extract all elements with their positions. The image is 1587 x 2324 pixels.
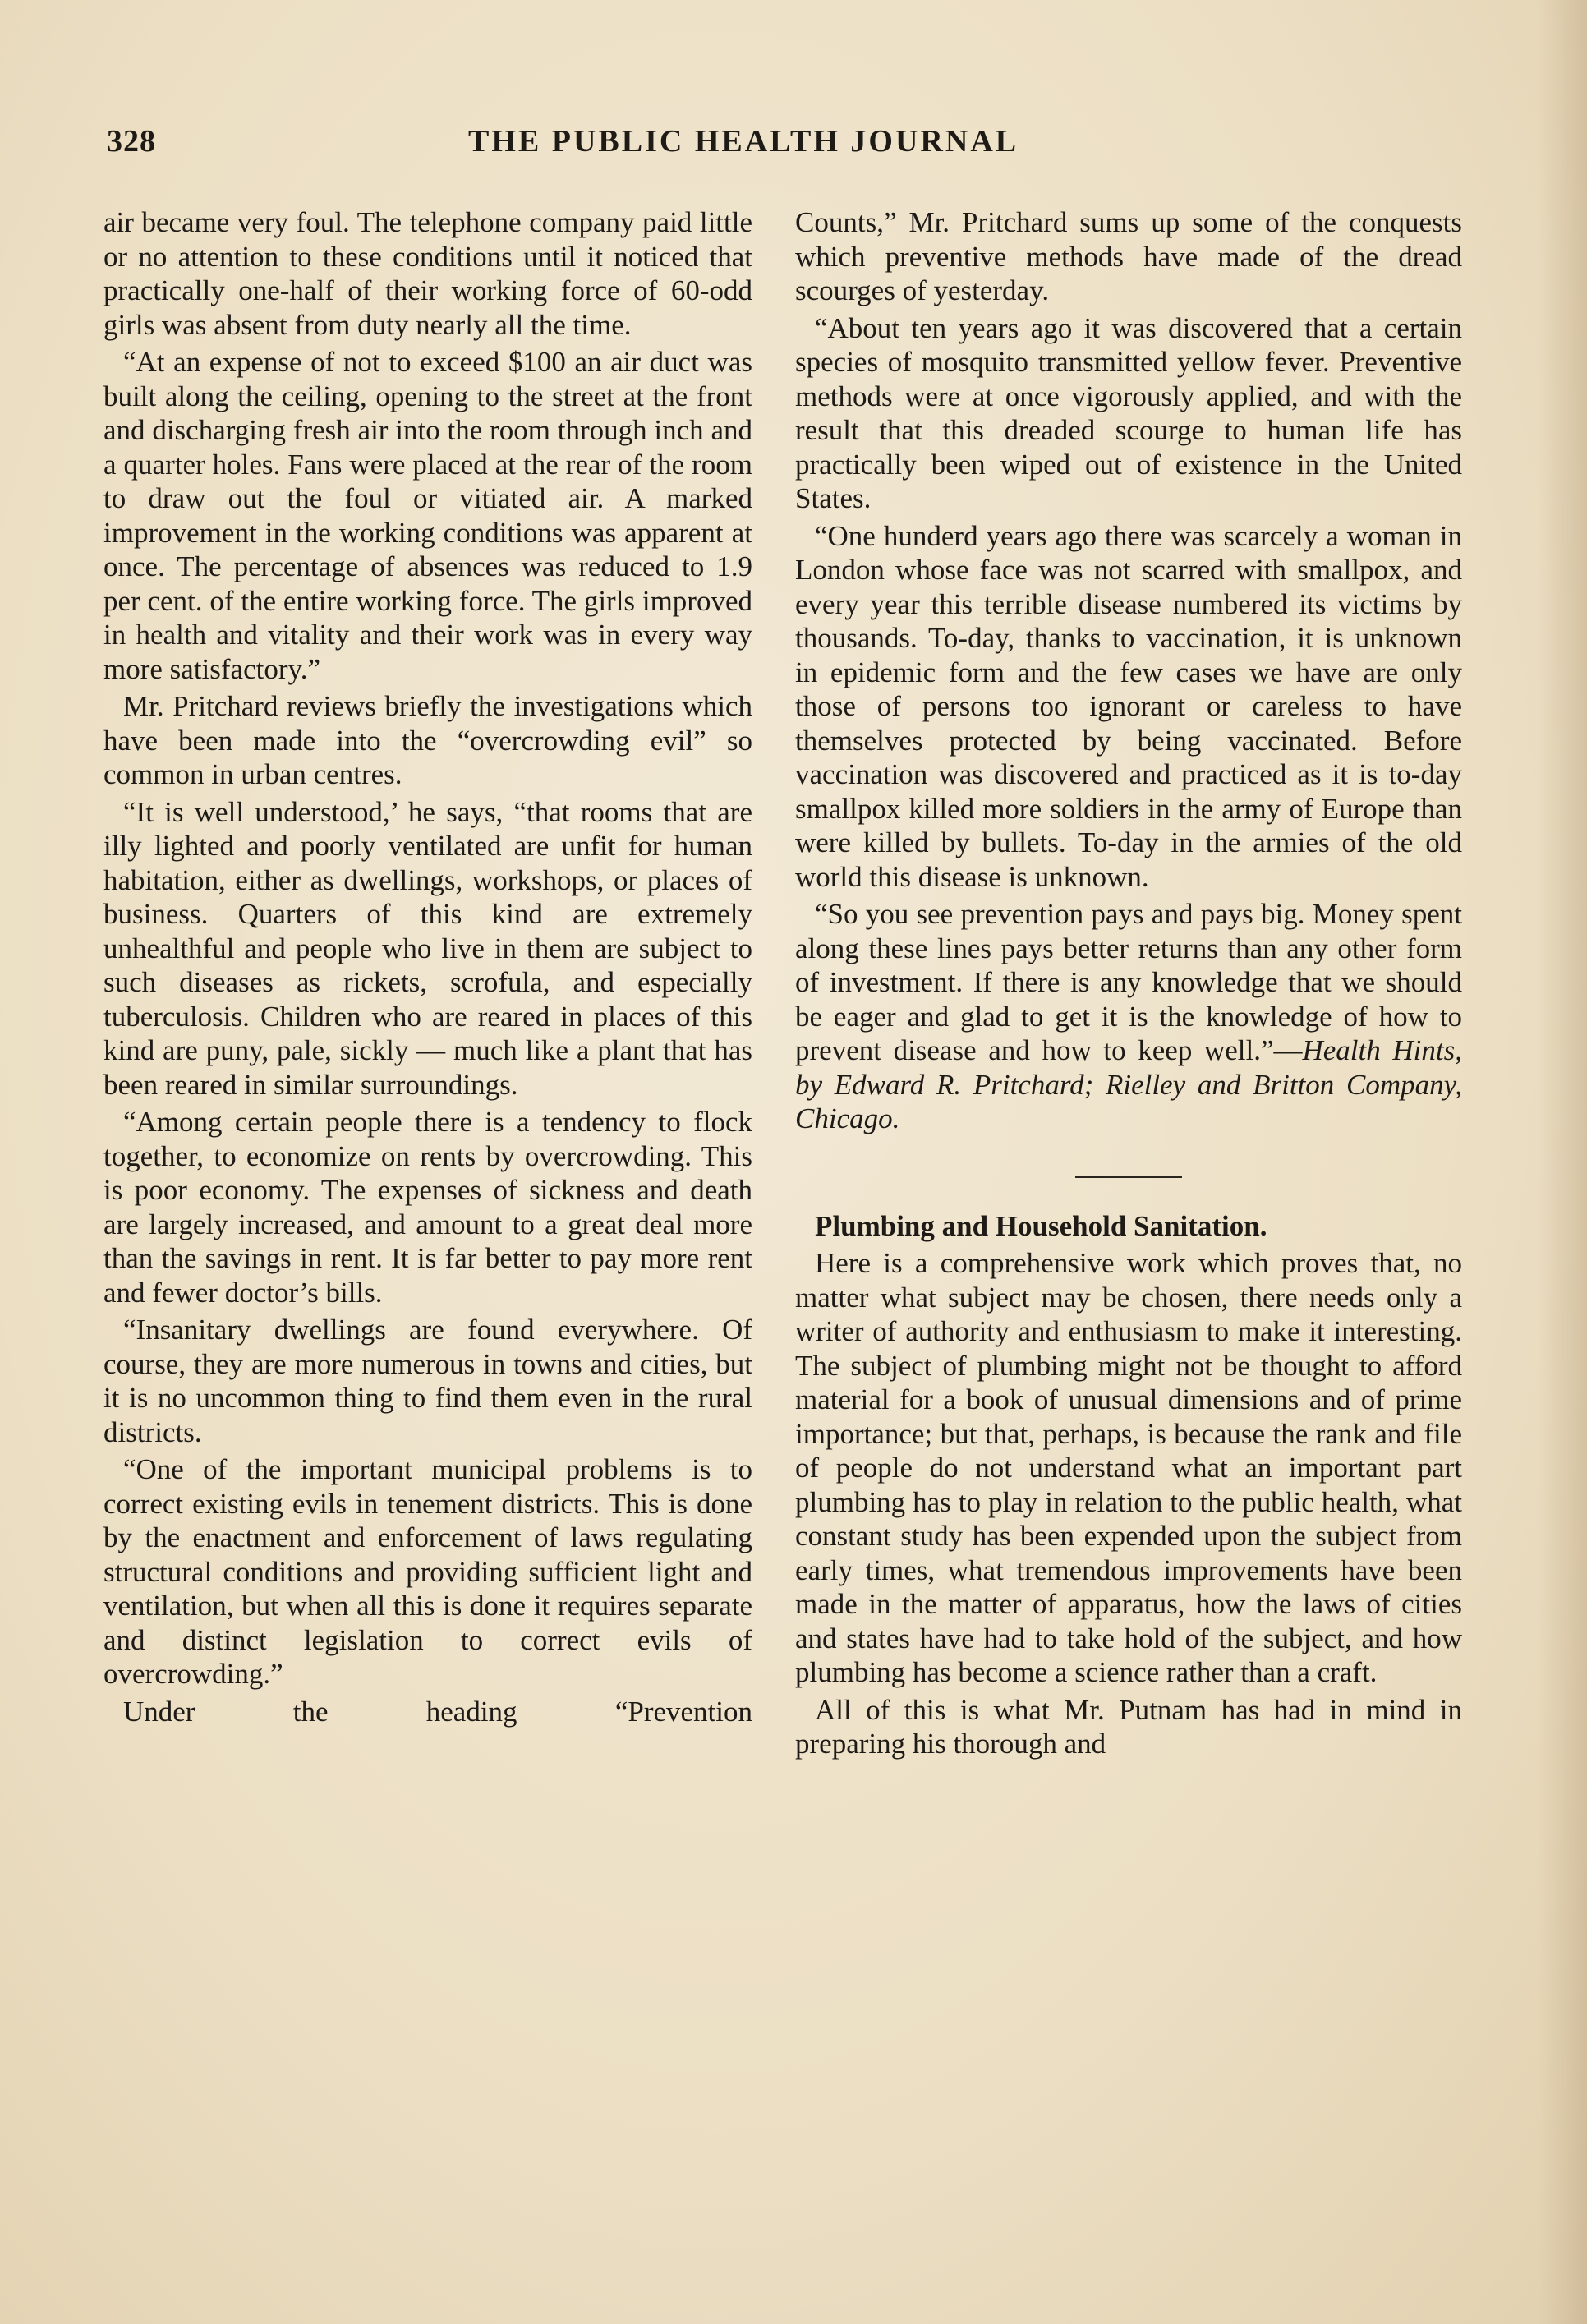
paragraph: Counts,” Mr. Pritchard sums up some of the conquests which preventive methods have made of the dread scourges of yesterday. [795,206,1462,306]
paragraph: “Insanitary dwellings are found everywhere. Of course, they are more numerous in towns and cities, but it is no uncommon thing to find them even in the rural districts. [104,1314,752,1448]
paragraph: All of this is what Mr. Putnam has had in mind in preparing his thorough and [795,1693,1462,1760]
paragraph: “At an expense of not to exceed $100 an air duct was built along the ceiling, opening to the street at the front and discharging fresh air into the room through inch and a quarter holes. Fans were placed at the rear of the room to draw out the foul or vitiated air. A marked improvement in the working conditions was apparent at once. The percentage of absences was reduced to 1.9 per cent. of the entire working force. The girls improved in health and vitality and their work was in every way more satisfactory.” [104,346,752,685]
paragraph-text: “So you see prevention pays and pays big. Money spent along these lines pays better returns than any other form of investment. If there is any knowledge that we should be eager and glad to get it is the knowledge of how to prevent disease and how to keep well.”— [795,898,1462,1066]
paragraph-with-citation [795,897,1462,1136]
left-column [104,205,752,1732]
running-title: THE PUBLIC HEALTH JOURNAL [468,124,1019,159]
paragraph: “One hunderd years ago there was scarcely a woman in London whose face was not scarred with smallpox, and every year this terrible disease numbered its victims by thousands. To-day, thanks to vaccination, it is unknown in epidemic form and the few cases we have are only those of persons too ignorant or careless to have themselves protected by being vaccinated. Before vaccination was discovered and practiced as it is to-day smallpox killed more soldiers in the army of Europe than were killed by bullets. To-day in the armies of the old world this disease is unknown. [795,519,1462,893]
paragraph: “One of the important municipal problems is to correct existing evils in tenement districts. This is done by the enactment and enforcement of laws regulating structural conditions and providing sufficient light and ventilation, but when all this is done it requires separate and distinct legislation to correct evils of overcrowding.” [104,1453,752,1690]
section-heading: Plumbing and Household Sanitation. [815,1209,1267,1242]
paragraph: Under the heading “Prevention [123,1695,752,1728]
page-header [107,123,1470,173]
paragraph: “About ten years ago it was discovered that a certain species of mosquito transmitted yellow fever. Preventive methods were at once vigorously applied, and with the result that this dreaded scourge to human life has practically been wiped out of existence in the United States. [795,311,1462,514]
right-column [795,205,1462,1765]
book-citation: Health Hints, by Edward R. Pritchard; Rielley and Britton Company, Chicago. [795,1034,1462,1134]
page-spine-shadow [1538,0,1587,2324]
paragraph: “Among certain people there is a tendency to flock together, to economize on rents by overcrowding. This is poor economy. The expenses of sickness and death are largely increased, and amount to a great deal more than the savings in rent. It is far better to pay more rent and fewer doctor’s bills. [104,1106,752,1309]
paragraph: “It is well understood,’ he says, “that rooms that are illy lighted and poorly ventilated are unfit for human habitation, either as dwellings, workshops, or places of business. Quarters of this kind are extremely unhealthful and people who live in them are subject to such diseases as rickets, scrofula, and especially tuberculosis. Children who are reared in places of this kind are puny, pale, sickly — much like a plant that has been reared in similar surroundings. [104,795,752,1101]
paragraph: Mr. Pritchard reviews briefly the investigations which have been made into the “overcrowding evil” so common in urban centres. [104,690,752,790]
page-number: 328 [107,124,156,159]
paragraph: Here is a comprehensive work which proves that, no matter what subject may be chosen, there needs only a writer of authority and enthusiasm to make it interesting. The subject of plumbing might not be thought to afford material for a book of unusual dimensions and of prime importance; but that, perhaps, is because the rank and file of people do not understand what an important part plumbing has to play in relation to the public health, what constant study has been expended upon the subject from early times, what tremendous improvements have been made in the matter of apparatus, how the laws of cities and states have had to take hold of the subject, and how plumbing has become a science rather than a craft. [795,1247,1462,1688]
paragraph: air became very foul. The telephone company paid little or no attention to these conditions until it noticed that practically one-half of their working force of 60-odd girls was absent from duty nearly all the time. [104,206,752,341]
section-divider [1075,1176,1182,1178]
